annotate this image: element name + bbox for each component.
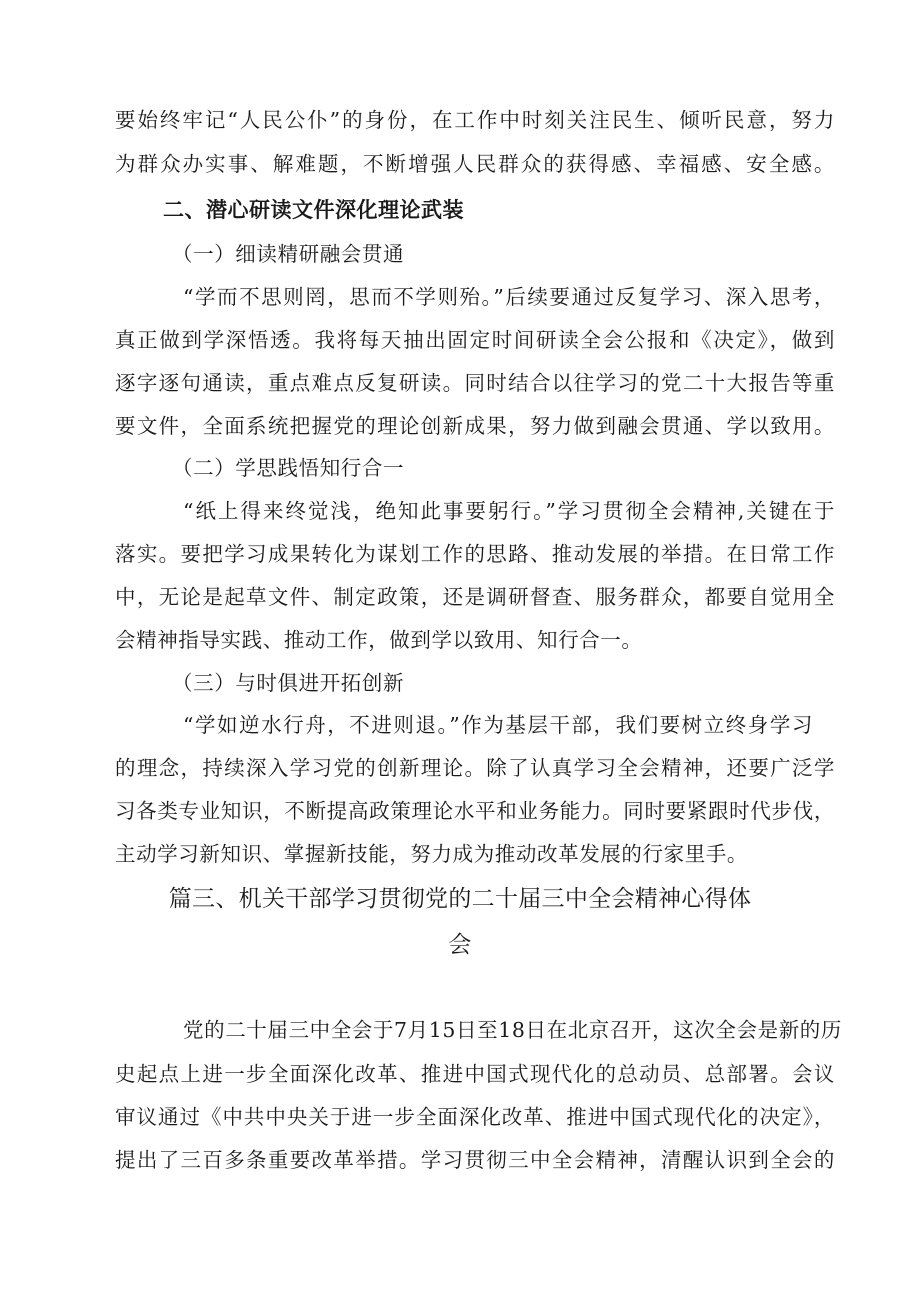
section-heading: 二、潜心研读文件深化理论武装 (163, 198, 464, 222)
paragraph-line: 中，无论是起草文件、制定政策，还是调研督查、服务群众，都要自觉用全 (115, 585, 835, 609)
article-title-continued: 会 (448, 932, 472, 958)
paragraph-line: “学如逆水行舟，不进则退。”作为基层干部，我们要树立终身学习 (183, 713, 813, 737)
paragraph-line: 逐字逐句通读，重点难点反复研读。同时结合以往学习的党二十大报告等重 (115, 371, 835, 395)
paragraph-line: 落实。要把学习成果转化为谋划工作的思路、推动发展的举措。在日常工作 (115, 542, 835, 566)
paragraph-line: 党的二十届三中全会于7月15日至18日在北京召开，这次全会是新的历 (183, 1018, 843, 1042)
paragraph-line: 要始终牢记“人民公仆”的身份，在工作中时刻关注民生、倾听民意，努力 (115, 108, 835, 132)
paragraph-line: “纸上得来终觉浅，绝知此事要躬行。”学习贯彻全会精神,关键在于 (183, 499, 835, 523)
paragraph-line: “学而不思则罔，思而不学则殆。”后续要通过反复学习、深入思考， (183, 285, 835, 309)
paragraph-line: 的理念，持续深入学习党的创新理论。除了认真学习全会精神，还要广泛学 (115, 756, 835, 780)
subsection-heading: （一）细读精研融会贯通 (172, 242, 405, 266)
article-title: 篇三、机关干部学习贯彻党的二十届三中全会精神心得体 (168, 886, 752, 912)
subsection-heading: （二）学思践悟知行合一 (172, 456, 405, 480)
paragraph-line: 会精神指导实践、推动工作，做到学以致用、知行合一。 (115, 628, 643, 652)
paragraph-line: 习各类专业知识，不断提高政策理论水平和业务能力。同时要紧跟时代步伐， (115, 799, 835, 823)
paragraph-line: 真正做到学深悟透。我将每天抽出固定时间研读全会公报和《决定》，做到 (115, 328, 835, 352)
paragraph-line: 主动学习新知识、掌握新技能，努力成为推动改革发展的行家里手。 (115, 842, 748, 866)
paragraph-line: 史起点上进一步全面深化改革、推进中国式现代化的总动员、总部署。会议 (115, 1062, 835, 1086)
paragraph-line: 要文件，全面系统把握党的理论创新成果，努力做到融会贯通、学以致用。 (115, 414, 835, 438)
subsection-heading: （三）与时俱进开拓创新 (172, 671, 405, 695)
paragraph-line: 为群众办实事、解难题，不断增强人民群众的获得感、幸福感、安全感。 (115, 152, 835, 176)
paragraph-line: 提出了三百多条重要改革举措。学习贯彻三中全会精神，清醒认识到全会的 (115, 1148, 835, 1172)
paragraph-line: 审议通过《中共中央关于进一步全面深化改革、推进中国式现代化的决定》， (115, 1105, 835, 1129)
